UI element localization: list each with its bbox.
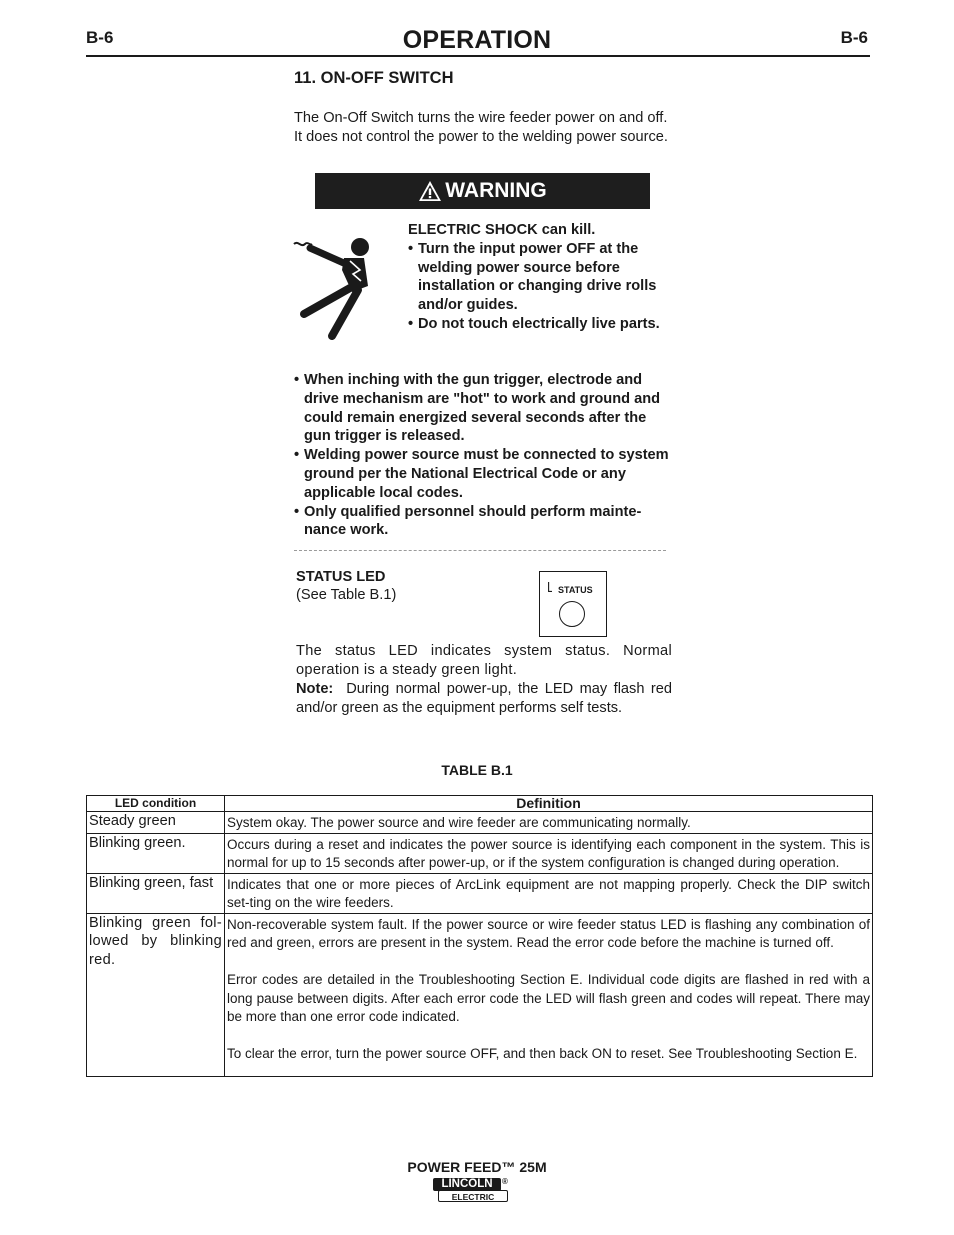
led-condition-cell: Blinking green fol-lowed by blinking red.	[87, 913, 225, 1076]
page-title: OPERATION	[402, 26, 552, 54]
table-header-row	[87, 796, 873, 812]
definition-text: Error codes are detailed in the Troubleshooting Section E. Individual code digits are flashed in red with a long pause between digits. After each error code the LED will flash green and codes will repeat. There may be more than one error code indicated.	[227, 972, 870, 1024]
column-header-definition: Definition	[225, 796, 873, 812]
warning-item-text: Turn the input power OFF at the welding power source before installation or changing drive rolls and/or guides.	[418, 240, 657, 314]
warning-item	[408, 221, 670, 240]
warning-banner	[315, 173, 650, 209]
note-text: During normal power-up, the LED may flash red and/or green as the equipment performs self tests.	[296, 681, 673, 716]
page-number-right: B-6	[840, 28, 868, 47]
warning-item	[294, 503, 674, 541]
definition-cell	[225, 873, 873, 913]
status-led-title: STATUS LED	[296, 569, 386, 585]
electric-shock-person-icon	[290, 234, 382, 342]
definition-text: Non-recoverable system fault. If the power source or wire feeder status LED is flashing any combination of red and green, errors are present in the system. Read the error code before the machine is turned off.	[227, 916, 870, 950]
section-heading: 11. ON-OFF SWITCH	[294, 69, 454, 87]
led-condition-cell: Blinking green, fast	[87, 873, 225, 913]
section-divider	[294, 550, 666, 551]
definition-text: Indicates that one or more pieces of ArcLink equipment are not mapping properly. Check the DIP switch set-ting on the wire feeders.	[227, 876, 870, 910]
warning-item	[408, 240, 670, 315]
status-bracket-icon	[548, 582, 552, 592]
warning-item	[294, 446, 674, 502]
warning-item-text: Do not touch electrically live parts.	[418, 315, 660, 332]
table-row	[87, 833, 873, 873]
definition-text: System okay. The power source and wire feeder are communicating normally.	[227, 815, 691, 830]
warning-triangle-icon	[418, 180, 442, 202]
logo-registered-mark: ®	[502, 1177, 508, 1186]
bullet: •	[294, 447, 300, 464]
logo-bottom-text: ELECTRIC	[438, 1190, 508, 1202]
warning-item-text: When inching with the gun trigger, electrode and drive mechanism are "hot" to work and ground and could remain energized several seconds after the gun trigger is released.	[304, 372, 661, 445]
column-header-condition: LED condition	[87, 796, 225, 812]
table-row	[87, 812, 873, 834]
status-panel-label: STATUS	[558, 585, 593, 595]
warning-item	[294, 371, 674, 446]
section-intro: The On-Off Switch turns the wire feeder power on and off. It does not control the power to the welding power source.	[294, 110, 668, 145]
warning-item-text: ELECTRIC SHOCK can kill.	[408, 222, 596, 238]
warning-label: WARNING	[445, 179, 547, 202]
definition-cell	[225, 833, 873, 873]
table-row	[87, 913, 873, 1076]
definition-text: Occurs during a reset and indicates the power source is identifying each component in the system. This is normal for up to 15 seconds after power-up, or if the system configuration is changed during operation.	[227, 836, 870, 870]
status-led-reference: (See Table B.1)	[296, 587, 397, 603]
definition-cell	[225, 812, 873, 834]
header-divider	[86, 55, 870, 57]
note-label: Note:	[296, 681, 334, 697]
bullet: •	[294, 503, 300, 520]
bullet: •	[408, 240, 414, 257]
product-name: POWER FEED™ 25M	[407, 1159, 547, 1175]
logo-top-text: LINCOLN	[433, 1178, 501, 1191]
led-status-table	[86, 795, 873, 1077]
bullet: •	[294, 372, 300, 388]
shock-warning-list	[408, 221, 670, 334]
lincoln-electric-logo	[432, 1177, 512, 1205]
table-row	[87, 873, 873, 913]
bullet: •	[408, 315, 414, 332]
status-note	[296, 680, 672, 718]
led-condition-cell: Steady green	[87, 812, 225, 834]
status-description: The status LED indicates system status. Normal operation is a steady green light.	[296, 643, 672, 678]
led-condition-cell: Blinking green.	[87, 833, 225, 873]
page-number-left: B-6	[86, 28, 114, 47]
status-led-indicator	[559, 601, 585, 627]
warning-item-text: Welding power source must be connected to system ground per the National Electrical Code or any applicable local codes.	[304, 447, 669, 501]
table-title: TABLE B.1	[441, 762, 513, 778]
definition-text: To clear the error, turn the power source OFF, and then back ON to reset. See Troubleshooting Section E.	[227, 1046, 858, 1061]
warning-item	[408, 315, 670, 334]
definition-cell	[225, 913, 873, 1076]
warning-item-text: Only qualified personnel should perform mainte-nance work.	[304, 503, 642, 539]
hazard-warning-list	[294, 371, 674, 540]
